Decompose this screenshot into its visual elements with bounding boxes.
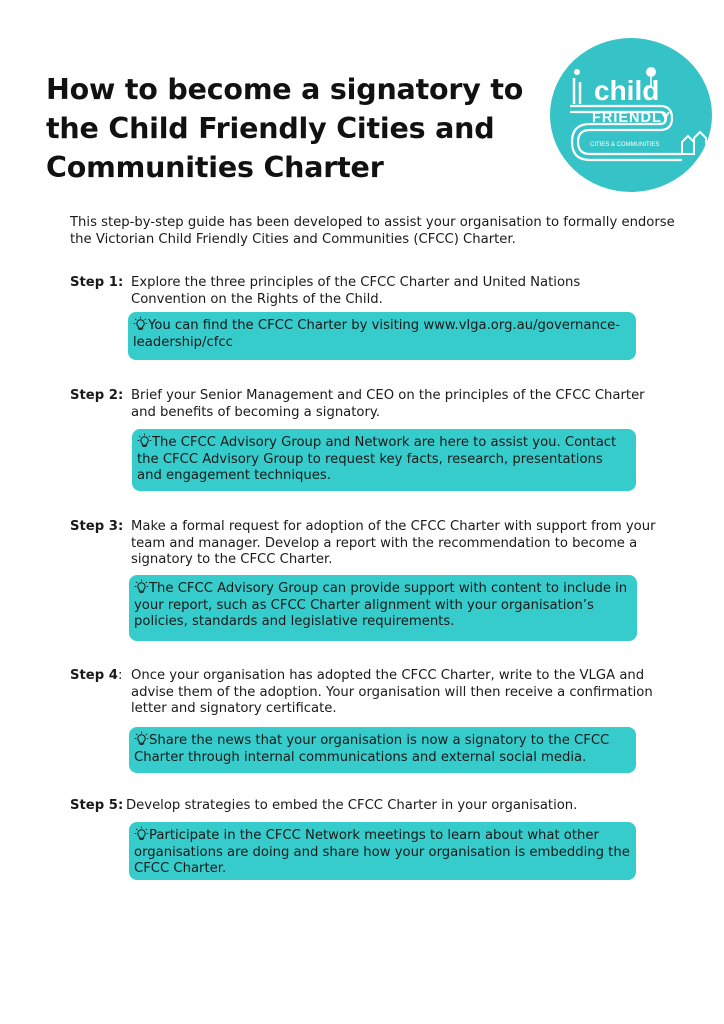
intro-text: This step-by-step guide has been developed to assist your organisation to formally endorse the Victorian Child Friendly Cities and Communities (CFCC) Charter. [70,215,675,247]
step-text: Make a formal request for adoption of the CFCC Charter with support from your team and manager. Develop a report with the recommendation to become a signatory to the CFCC Charter. [131,519,656,567]
tip-box-1 [128,312,636,360]
logo-word-friendly: FRIENDLY [592,110,672,126]
step-label: Step 1: [70,275,124,290]
lightbulb-icon [134,579,149,594]
step-text: Develop strategies to embed the CFCC Charter in your organisation. [126,798,578,813]
lightbulb-icon [134,826,149,841]
tip-text: Share the news that your organisation is now a signatory to the CFCC Charter through internal communications and external social media. [134,733,610,765]
cfcc-logo [550,38,712,192]
step-text: Brief your Senior Management and CEO on the principles of the CFCC Charter and benefits of becoming a signatory. [131,388,645,420]
tip-box-5 [129,822,636,880]
tip-text: Participate in the CFCC Network meetings to learn about what other organisations are doing and share how your organisation is embedding the CFCC Charter. [134,828,630,876]
step-label: Step 2: [70,388,124,403]
step-text: Once your organisation has adopted the CFCC Charter, write to the VLGA and advise them of the adoption. Your organisation will then receive a confirmation letter and signatory certificate. [131,668,653,716]
tip-box-4 [129,727,636,773]
tip-text: The CFCC Advisory Group and Network are here to assist you. Contact the CFCC Advisory Group to request key facts, research, presentations and engagement techniques. [137,435,617,483]
tip-text: You can find the CFCC Charter by visiting www.vlga.org.au/governance-leadership/cfcc [133,318,620,350]
page-title: How to become a signatory to the Child Friendly Cities and Communities Charter [46,73,524,184]
lightbulb-icon [134,731,149,746]
step-label: Step 4: [70,668,123,683]
step-text: Explore the three principles of the CFCC Charter and United Nations Convention on the Rights of the Child. [131,275,581,307]
tip-box-3 [129,575,637,641]
logo-word-child: child [594,75,660,106]
lightbulb-icon [137,433,152,448]
logo-word-communities: CITIES & COMMUNITIES [590,142,660,148]
lightbulb-icon [133,316,148,331]
tip-box-2 [132,429,636,491]
step-label: Step 5: [70,798,124,813]
tip-text: The CFCC Advisory Group can provide support with content to include in your report, such as CFCC Charter alignment with your organisation’s policies, standards and legislative requirements. [134,581,628,629]
step-label: Step 3: [70,519,124,534]
